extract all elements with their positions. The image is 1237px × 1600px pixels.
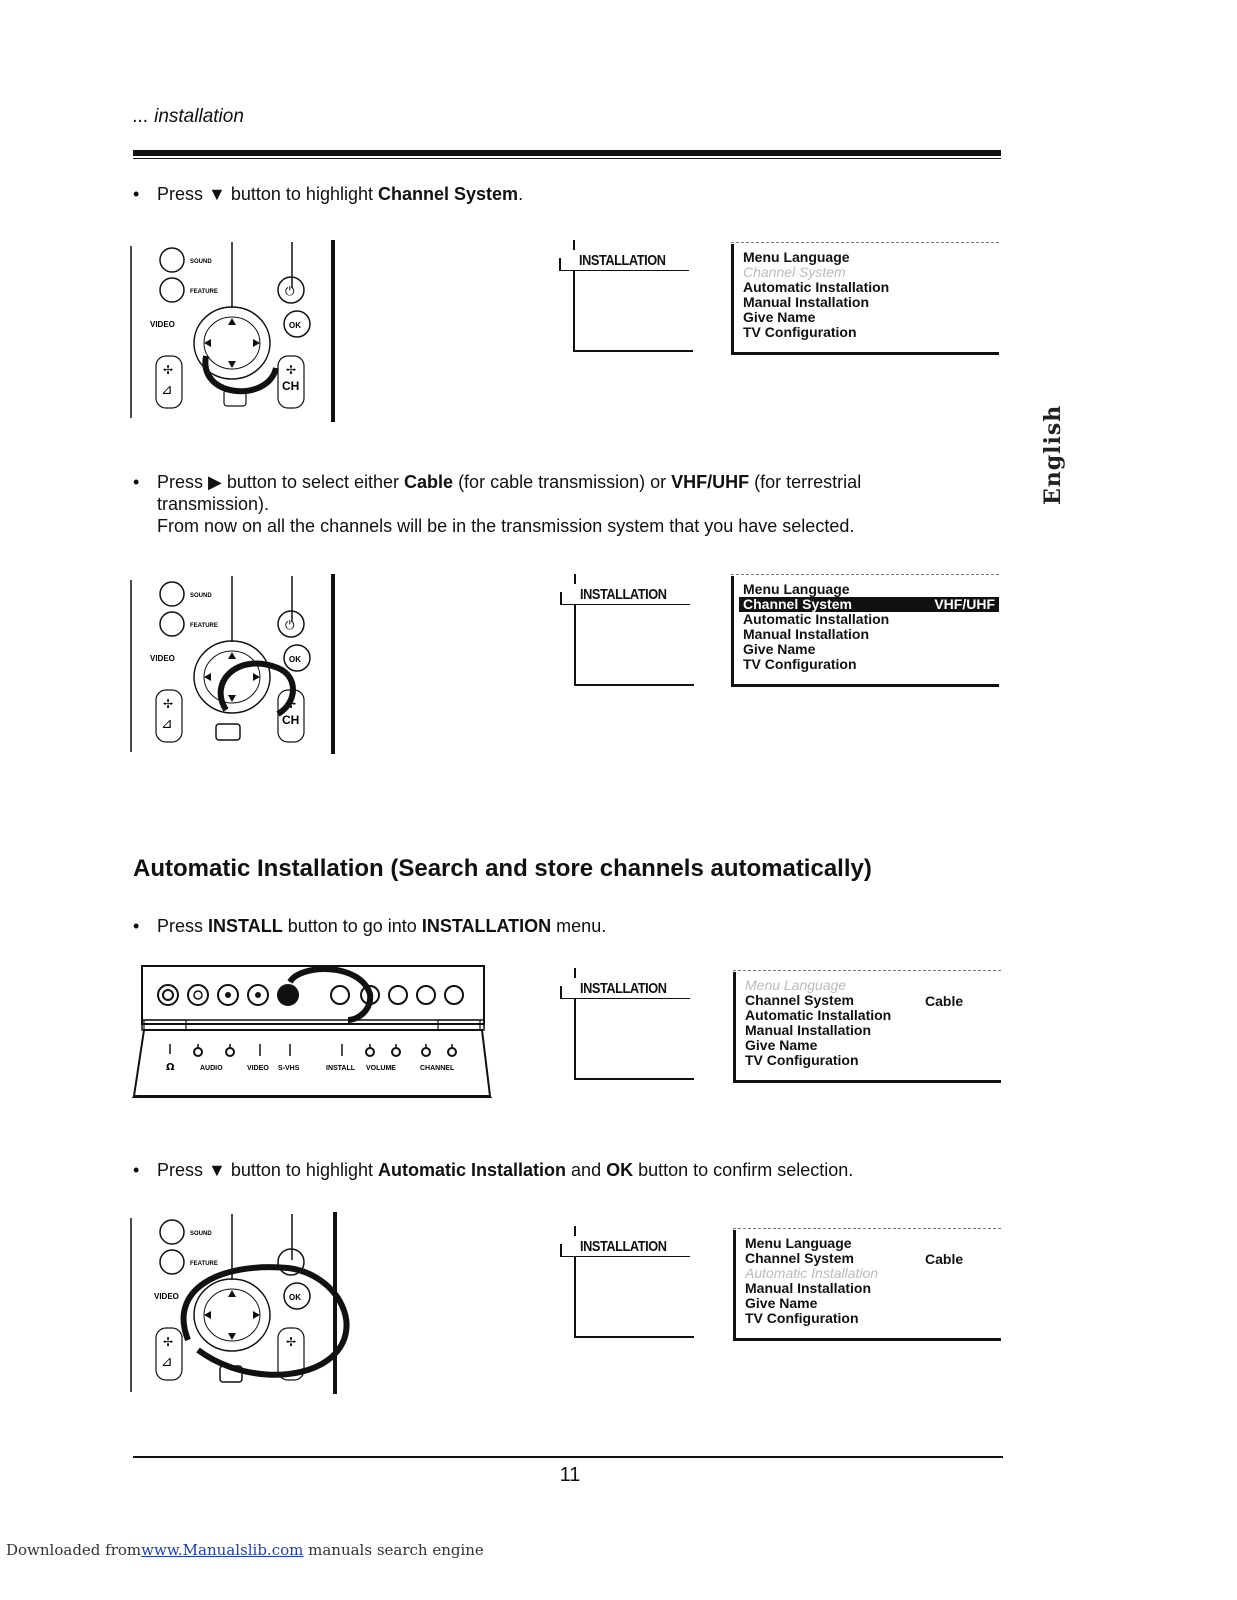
installation-title: INSTALLATION	[579, 252, 666, 269]
frame-line	[560, 604, 690, 605]
remote-illustration	[128, 572, 338, 757]
menu-item: Channel System	[743, 264, 846, 280]
svg-text:⊿: ⊿	[161, 1354, 173, 1370]
frame-mark	[573, 240, 575, 250]
menu-item: Channel System	[745, 992, 854, 1008]
installation-panel	[559, 238, 699, 356]
menu-item: Manual Installation	[745, 1022, 872, 1038]
frame-left	[574, 1256, 576, 1336]
menu-list	[745, 978, 891, 1068]
step-text: Press	[157, 1160, 204, 1180]
menu-item: Menu Language	[743, 581, 850, 597]
menu-item: TV Configuration	[745, 1052, 859, 1068]
menu-top-border	[731, 574, 999, 576]
step-text: (for cable transmission) or	[458, 472, 667, 492]
header-rule-thin	[133, 158, 1001, 159]
remote-divider	[333, 1212, 337, 1394]
step-text: Press	[157, 472, 204, 492]
panel-label-channel: CHANNEL	[420, 1065, 455, 1072]
menu-item: Channel System	[745, 1250, 854, 1266]
svg-text:SOUND: SOUND	[190, 1231, 212, 1237]
installation-menu	[731, 572, 1001, 690]
menu-top-border	[733, 1228, 1001, 1230]
step-text: From now on all the channels will be in the transmission system that you have selected.	[157, 516, 855, 536]
svg-text:SOUND: SOUND	[190, 259, 212, 265]
svg-text:FEATURE: FEATURE	[190, 623, 218, 629]
credit-prefix: Downloaded from	[6, 1541, 142, 1559]
installation-menu	[733, 968, 1003, 1086]
frame-left	[574, 998, 576, 1078]
menu-list	[743, 582, 999, 672]
svg-text:CH: CH	[282, 713, 300, 727]
menu-item: Automatic Installation	[745, 1007, 892, 1023]
step-keyword: Cable	[404, 472, 454, 492]
bullet: •	[133, 1160, 140, 1180]
step-keyword: INSTALLATION	[421, 916, 552, 936]
menu-item: Menu Language	[743, 249, 850, 265]
menu-bottom-border	[731, 352, 999, 355]
svg-text:OK: OK	[289, 655, 301, 664]
menu-bottom-border	[731, 684, 999, 687]
frame-bottom	[574, 684, 694, 686]
svg-text:⏻: ⏻	[285, 284, 295, 298]
frame-line	[560, 1256, 690, 1257]
panel-label-volume: VOLUME	[366, 1065, 396, 1072]
frame-mark	[559, 258, 561, 270]
menu-list	[743, 250, 889, 340]
svg-text:✢: ✢	[286, 697, 297, 711]
channel-system-value: Cable	[925, 1251, 964, 1267]
step-text: button to select either	[226, 472, 399, 492]
menu-item: Give Name	[745, 1295, 818, 1311]
svg-text:VIDEO: VIDEO	[154, 1292, 179, 1301]
installation-title: INSTALLATION	[580, 980, 667, 997]
menu-list	[745, 1236, 878, 1326]
footer-rule	[133, 1456, 1003, 1458]
installation-panel	[560, 966, 700, 1084]
menu-bottom-border	[733, 1080, 1001, 1083]
svg-text:VIDEO: VIDEO	[150, 654, 175, 663]
frame-left	[574, 604, 576, 684]
section-title: Automatic Installation (Search and store channels automatically)	[133, 855, 872, 882]
step-text: Press	[157, 184, 204, 204]
step-keyword: VHF/UHF	[671, 472, 750, 492]
step-text: button to go into	[287, 916, 417, 936]
svg-text:SOUND: SOUND	[190, 593, 212, 599]
frame-line	[559, 270, 689, 271]
panel-label-audio: AUDIO	[200, 1065, 223, 1072]
credit-suffix: manuals search engine	[308, 1541, 484, 1559]
step-3	[133, 915, 963, 937]
frame-mark	[560, 1244, 562, 1256]
step-text: transmission).	[157, 494, 270, 514]
svg-text:✢: ✢	[163, 363, 174, 377]
language-tab: English	[1040, 404, 1066, 505]
step-keyword: INSTALL	[208, 916, 283, 936]
bullet: •	[133, 472, 140, 492]
svg-text:✢: ✢	[286, 363, 297, 377]
svg-text:OK: OK	[289, 1293, 301, 1302]
frame-bottom	[574, 1336, 694, 1338]
menu-left-border	[733, 972, 736, 1082]
menu-item: Automatic Installation	[743, 611, 890, 627]
step-keyword: Automatic Installation	[378, 1160, 567, 1180]
panel-label-svhs: S-VHS	[278, 1065, 300, 1072]
svg-text:✢: ✢	[163, 697, 174, 711]
step-text: button to confirm selection.	[638, 1160, 854, 1180]
step-text: button to highlight	[230, 184, 373, 204]
installation-menu	[733, 1226, 1003, 1344]
menu-left-border	[731, 244, 734, 354]
svg-text:✢: ✢	[286, 1335, 297, 1349]
panel-label-install: INSTALL	[326, 1065, 356, 1072]
step-text: button to highlight	[230, 1160, 373, 1180]
svg-text:⊿: ⊿	[161, 382, 173, 398]
svg-text:⏻: ⏻	[285, 618, 295, 632]
step-text: (for terrestrial	[754, 472, 862, 492]
step-2	[133, 471, 963, 537]
svg-text:VIDEO: VIDEO	[150, 320, 175, 329]
svg-text:Ω: Ω	[166, 1062, 175, 1073]
svg-text:✢: ✢	[163, 1335, 174, 1349]
step-1	[133, 183, 963, 205]
download-credit	[6, 1541, 484, 1559]
manualslib-link[interactable]: www.Manualslib.com	[141, 1541, 304, 1559]
remote-illustration	[128, 238, 338, 423]
menu-item: Give Name	[743, 309, 816, 325]
frame-bottom	[574, 1078, 694, 1080]
menu-left-border	[733, 1230, 736, 1340]
svg-text:FEATURE: FEATURE	[190, 289, 218, 295]
menu-item: TV Configuration	[743, 324, 857, 340]
step-text: and	[571, 1160, 602, 1180]
menu-item: Give Name	[743, 641, 816, 657]
menu-item: TV Configuration	[745, 1310, 859, 1326]
menu-item-value: VHF/UHF	[934, 596, 995, 612]
channel-system-value: Cable	[925, 993, 964, 1009]
menu-item: Manual Installation	[743, 294, 870, 310]
section-header: ... installation	[133, 106, 244, 127]
down-triangle-icon: ▼	[208, 1160, 226, 1180]
step-keyword: OK	[606, 1160, 634, 1180]
menu-left-border	[731, 576, 734, 686]
menu-item: Automatic Installation	[743, 279, 890, 295]
menu-item-highlighted	[739, 597, 999, 612]
remote-divider	[331, 574, 335, 754]
down-triangle-icon: ▼	[208, 184, 226, 204]
step-text: menu.	[556, 916, 607, 936]
frame-mark	[574, 1226, 576, 1236]
installation-panel	[560, 1224, 700, 1342]
right-triangle-icon: ▶	[208, 472, 222, 492]
step-text: Press	[157, 916, 204, 936]
svg-text:OK: OK	[289, 321, 301, 330]
step-text: .	[518, 184, 524, 204]
header-rule	[133, 150, 1001, 156]
bullet: •	[133, 916, 140, 936]
frame-bottom	[573, 350, 693, 352]
menu-item: TV Configuration	[743, 656, 857, 672]
svg-text:⊿: ⊿	[161, 716, 173, 732]
panel-label-video: VIDEO	[247, 1065, 269, 1072]
tv-front-panel	[130, 964, 492, 1098]
menu-item: Give Name	[745, 1037, 818, 1053]
remote-divider	[331, 240, 335, 422]
frame-line	[560, 998, 690, 999]
menu-top-border	[731, 242, 999, 244]
menu-item: Menu Language	[745, 977, 847, 993]
step-keyword: Channel System	[378, 184, 519, 204]
frame-mark	[574, 574, 576, 584]
frame-mark	[574, 968, 576, 978]
installation-menu	[731, 240, 1001, 358]
menu-item: Automatic Installation	[745, 1265, 879, 1281]
step-4	[133, 1159, 963, 1181]
menu-item-label: Channel System	[743, 596, 852, 612]
frame-mark	[560, 986, 562, 998]
installation-panel	[560, 572, 700, 690]
page-number: 11	[559, 1464, 581, 1486]
menu-item: Manual Installation	[745, 1280, 872, 1296]
frame-left	[573, 270, 575, 350]
svg-text:FEATURE: FEATURE	[190, 1261, 218, 1267]
remote-illustration	[128, 1210, 338, 1395]
installation-title: INSTALLATION	[580, 1238, 667, 1255]
svg-text:CH: CH	[282, 379, 300, 393]
menu-top-border	[733, 970, 1001, 972]
menu-item: Menu Language	[745, 1235, 852, 1251]
bullet: •	[133, 184, 140, 204]
menu-item: Manual Installation	[743, 626, 870, 642]
frame-mark	[560, 592, 562, 604]
installation-title: INSTALLATION	[580, 586, 667, 603]
menu-bottom-border	[733, 1338, 1001, 1341]
